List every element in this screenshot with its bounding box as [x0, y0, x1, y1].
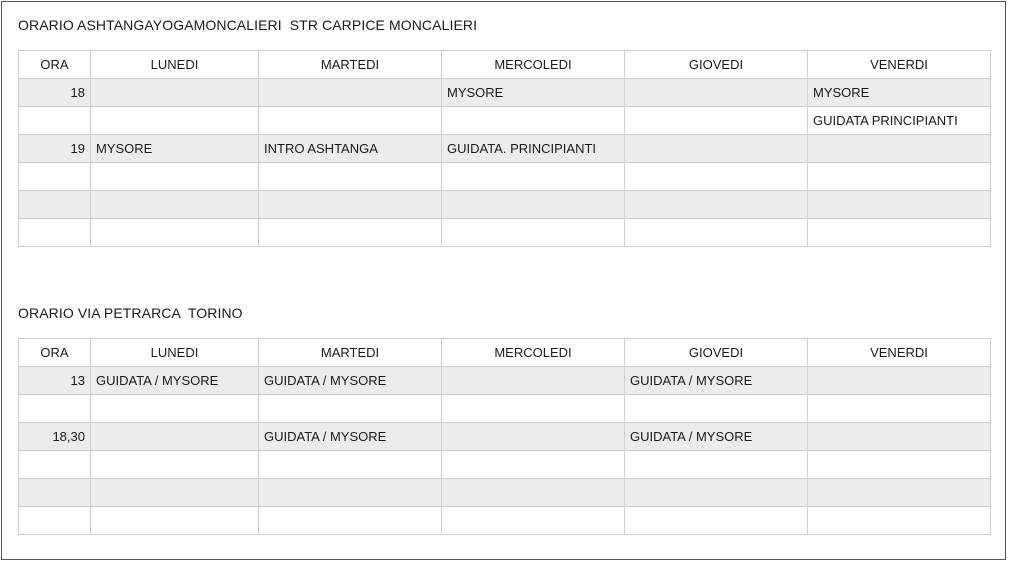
column-header-lunedi: LUNEDI — [91, 339, 259, 367]
time-cell — [19, 395, 91, 423]
time-cell: 18,30 — [19, 423, 91, 451]
table-row — [19, 191, 991, 219]
class-cell-venerdi — [808, 191, 991, 219]
class-cell-mercoledi — [442, 479, 625, 507]
column-header-venerdi: VENERDI — [808, 51, 991, 79]
column-header-martedi: MARTEDI — [259, 339, 442, 367]
class-cell-mercoledi — [442, 107, 625, 135]
class-cell-mercoledi — [442, 395, 625, 423]
class-cell-martedi — [259, 163, 442, 191]
table-row — [19, 423, 991, 451]
class-cell-lunedi — [91, 191, 259, 219]
class-cell-giovedi — [625, 507, 808, 535]
class-cell-lunedi — [91, 395, 259, 423]
class-cell-giovedi — [625, 191, 808, 219]
class-cell-giovedi — [625, 479, 808, 507]
class-cell-martedi — [259, 507, 442, 535]
column-header-giovedi: GIOVEDI — [625, 51, 808, 79]
class-cell-venerdi — [808, 479, 991, 507]
column-header-mercoledi: MERCOLEDI — [442, 51, 625, 79]
column-header-giovedi: GIOVEDI — [625, 339, 808, 367]
column-header-ora: ORA — [19, 51, 91, 79]
time-cell — [19, 107, 91, 135]
time-cell — [19, 219, 91, 247]
class-cell-martedi: GUIDATA / MYSORE — [259, 423, 442, 451]
class-cell-mercoledi — [442, 219, 625, 247]
class-cell-lunedi — [91, 423, 259, 451]
class-cell-martedi — [259, 395, 442, 423]
class-cell-lunedi — [91, 79, 259, 107]
class-cell-giovedi: GUIDATA / MYSORE — [625, 423, 808, 451]
time-cell — [19, 163, 91, 191]
class-cell-venerdi — [808, 451, 991, 479]
table-header-row — [19, 339, 991, 367]
class-cell-martedi — [259, 79, 442, 107]
class-cell-martedi: GUIDATA / MYSORE — [259, 367, 442, 395]
class-cell-giovedi — [625, 79, 808, 107]
class-cell-venerdi — [808, 135, 991, 163]
class-cell-martedi — [259, 451, 442, 479]
time-cell — [19, 479, 91, 507]
time-cell: 18 — [19, 79, 91, 107]
table-row — [19, 367, 991, 395]
class-cell-mercoledi — [442, 423, 625, 451]
column-header-martedi: MARTEDI — [259, 51, 442, 79]
table-row — [19, 507, 991, 535]
class-cell-mercoledi — [442, 507, 625, 535]
class-cell-martedi — [259, 479, 442, 507]
class-cell-mercoledi — [442, 163, 625, 191]
time-cell — [19, 451, 91, 479]
column-header-ora: ORA — [19, 339, 91, 367]
class-cell-venerdi — [808, 507, 991, 535]
class-cell-venerdi — [808, 367, 991, 395]
class-cell-venerdi: GUIDATA PRINCIPIANTI — [808, 107, 991, 135]
class-cell-mercoledi — [442, 367, 625, 395]
column-header-lunedi: LUNEDI — [91, 51, 259, 79]
class-cell-giovedi — [625, 219, 808, 247]
class-cell-venerdi — [808, 163, 991, 191]
class-cell-giovedi: GUIDATA / MYSORE — [625, 367, 808, 395]
class-cell-venerdi: MYSORE — [808, 79, 991, 107]
class-cell-lunedi — [91, 107, 259, 135]
column-header-venerdi: VENERDI — [808, 339, 991, 367]
time-cell — [19, 191, 91, 219]
schedule-title-torino: ORARIO VIA PETRARCA TORINO — [18, 305, 243, 321]
table-header-row — [19, 51, 991, 79]
table-row — [19, 451, 991, 479]
class-cell-martedi: INTRO ASHTANGA — [259, 135, 442, 163]
time-cell: 19 — [19, 135, 91, 163]
class-cell-giovedi — [625, 135, 808, 163]
class-cell-giovedi — [625, 107, 808, 135]
table-row — [19, 163, 991, 191]
table-row — [19, 479, 991, 507]
class-cell-lunedi — [91, 479, 259, 507]
class-cell-venerdi — [808, 395, 991, 423]
table-row — [19, 395, 991, 423]
table-row — [19, 219, 991, 247]
class-cell-martedi — [259, 219, 442, 247]
table-row — [19, 79, 991, 107]
class-cell-venerdi — [808, 423, 991, 451]
time-cell: 13 — [19, 367, 91, 395]
class-cell-lunedi — [91, 507, 259, 535]
class-cell-venerdi — [808, 219, 991, 247]
table-row — [19, 107, 991, 135]
schedule-title-moncalieri: ORARIO ASHTANGAYOGAMONCALIERI STR CARPICE MONCALIERI — [18, 17, 478, 33]
class-cell-lunedi — [91, 451, 259, 479]
class-cell-mercoledi: GUIDATA. PRINCIPIANTI — [442, 135, 625, 163]
table-row — [19, 135, 991, 163]
schedule-table-torino — [18, 338, 991, 535]
column-header-mercoledi: MERCOLEDI — [442, 339, 625, 367]
class-cell-mercoledi: MYSORE — [442, 79, 625, 107]
class-cell-lunedi — [91, 219, 259, 247]
class-cell-mercoledi — [442, 451, 625, 479]
class-cell-giovedi — [625, 163, 808, 191]
class-cell-martedi — [259, 107, 442, 135]
class-cell-martedi — [259, 191, 442, 219]
class-cell-lunedi: GUIDATA / MYSORE — [91, 367, 259, 395]
class-cell-lunedi: MYSORE — [91, 135, 259, 163]
time-cell — [19, 507, 91, 535]
schedule-table-moncalieri — [18, 50, 991, 247]
class-cell-giovedi — [625, 451, 808, 479]
class-cell-lunedi — [91, 163, 259, 191]
class-cell-mercoledi — [442, 191, 625, 219]
class-cell-giovedi — [625, 395, 808, 423]
